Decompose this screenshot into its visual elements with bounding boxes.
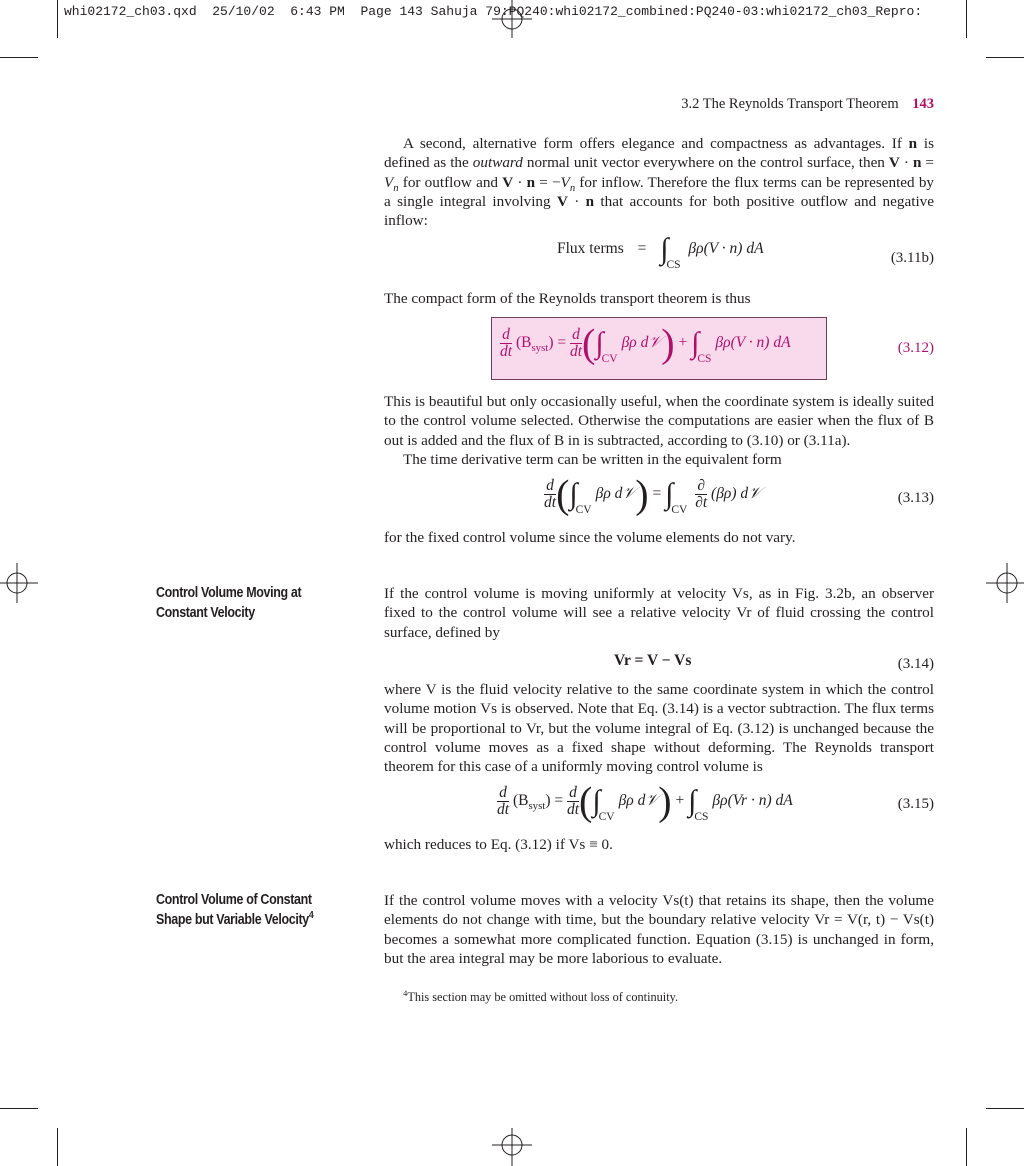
paragraph: If the control volume is moving uniformly at velocity Vs, as in Fig. 3.2b, an observer fixed to the control volume will see a relative velocity Vr of fluid crossing the control surface, defined by bbox=[384, 585, 934, 641]
paragraph: where V is the fluid velocity relative to the same coordinate system in which the control volume motion Vs is observed. Note that Eq. (3.14) is a vector subtraction. The flux terms will be proportional to Vr, but the volume integral of Eq. (3.12) is unchanged because the control volume moves as a fixed shape without deforming. The Reynolds transport theorem for this case of a uniformly moving control volume is bbox=[384, 681, 934, 776]
registration-mark bbox=[492, 0, 532, 38]
crop-mark bbox=[57, 0, 58, 38]
paragraph: for the fixed control volume since the volume elements do not vary. bbox=[384, 529, 796, 546]
paragraph: which reduces to Eq. (3.12) if Vs ≡ 0. bbox=[384, 836, 613, 853]
printer-slug: whi02172_ch03.qxd 25/10/02 6:43 PM Page 143 Sahuja 79:PQ240:whi02172_combined:PQ240-03:whi02172_ch03_Repro: bbox=[64, 4, 923, 19]
equation-3-12: $\frac{d}{dt}$ $(B_{syst})$ = $\frac{d}{dt}$ ($\int_{CV}\beta\rho$ d𝒱) + $\int_{CS}\beta\rho(V \cdot n)$ dA bbox=[500, 320, 791, 366]
section-heading: Control Volume Moving at Constant Velocity bbox=[156, 585, 302, 621]
equation-number: (3.14) bbox=[897, 656, 934, 672]
equation-number: (3.15) bbox=[897, 796, 934, 812]
registration-mark bbox=[986, 563, 1024, 603]
crop-mark bbox=[966, 0, 967, 38]
crop-mark bbox=[986, 1108, 1024, 1109]
paragraph: If the control volume moves with a velocity Vs(t) that retains its shape, then the volume elements do not change with time, but the boundary relative velocity Vr = V(r, t) − Vs(t) becomes a somewhat more complicated function. Equation (3.15) is unchanged in form, but the area integral may be more laborious to evaluate. bbox=[384, 892, 934, 967]
page-number: 143 bbox=[912, 96, 934, 112]
section-heading: Control Volume of Constant Shape but Variable Velocity$^4$ bbox=[156, 892, 314, 928]
equation-number: (3.13) bbox=[897, 490, 934, 506]
running-head bbox=[681, 96, 934, 113]
running-head-title: 3.2 The Reynolds Transport Theorem bbox=[681, 96, 899, 112]
registration-mark bbox=[492, 1128, 532, 1166]
crop-mark bbox=[0, 57, 38, 58]
crop-mark bbox=[966, 1128, 967, 1166]
equation-3-11b: Flux terms = $\int_{CS}$ βρ(V · n) dA bbox=[557, 232, 764, 271]
paragraph: This is beautiful but only occasionally useful, when the coordinate system is ideally suited to the control volume selected. Otherwise the computations are easier when the flux of B out is added and the flux of B in is subtracted, according to (3.10) or (3.11a). bbox=[384, 393, 934, 449]
paragraph: The time derivative term can be written in the equivalent form bbox=[403, 451, 782, 468]
equation-number: (3.11b) bbox=[890, 250, 934, 266]
crop-mark bbox=[986, 57, 1024, 58]
registration-mark bbox=[0, 563, 38, 603]
equation-3-15: $\frac{d}{dt}$ $(B_{syst})$ = $\frac{d}{dt}$ ($\int_{CV}\beta\rho$ d𝒱) + $\int_{CS}\beta\rho(Vr \cdot n)$ dA bbox=[497, 778, 793, 824]
footnote: $^4$This section may be omitted without loss of continuity. bbox=[403, 987, 679, 1004]
equation-3-13: $\frac{d}{dt}$ ($\int_{CV}\beta\rho$ d𝒱) = $\int_{CV}$ $\frac{\partial}{\partial t}$ (βρ) d𝒱 bbox=[544, 471, 762, 517]
paragraph: A second, alternative form offers elegance and compactness as advantages. If n is defined as the outward normal unit vector everywhere on the control surface, then $V \cdot n = V_n$ for outflow and $V \cdot n = -V_n$ for inflow. Therefore the flux terms can be represented by a single integral involving V · n that accounts for both positive outflow and negative inflow: bbox=[384, 135, 935, 230]
paragraph: The compact form of the Reynolds transport theorem is thus bbox=[384, 290, 751, 307]
equation-3-14: Vr = V − Vs bbox=[614, 652, 692, 669]
crop-mark bbox=[57, 1128, 58, 1166]
crop-mark bbox=[0, 1108, 38, 1109]
equation-number: (3.12) bbox=[897, 340, 934, 356]
